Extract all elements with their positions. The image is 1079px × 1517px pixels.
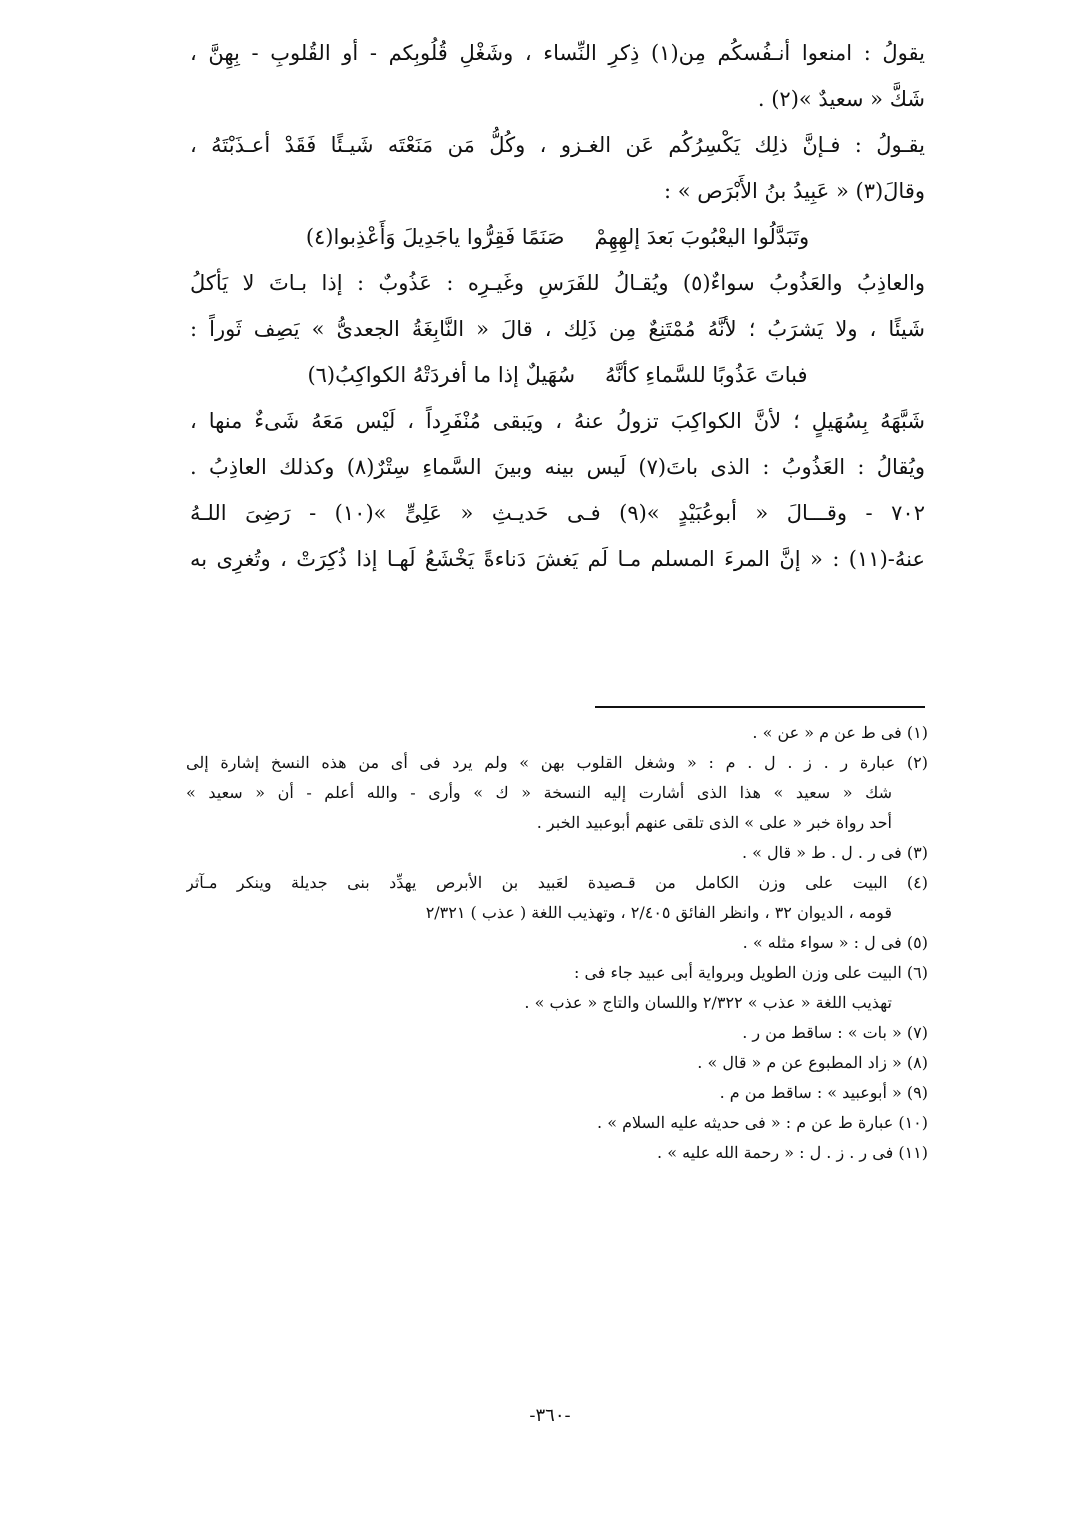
text-line: شَكَّ « سعيدٌ »(٢) . (757, 87, 925, 111)
footnote: (٤) البيت على وزن الكامل من قـصيدة لعَبيد بن الأبرص يهدِّد بنى جديلة وينكر مـآثر (186, 873, 928, 892)
footnote: (٥) فى ل : « سواء مثله » . (742, 933, 928, 952)
verse-second-hemistich: صَنَمًا فَقِرُّوا ياجَدِيلَ وَأَعْذِبوا(٤) (305, 225, 565, 249)
verse-first-hemistich: وتَبَدَّلُوا اليعْبُوبَ بَعدَ إلهِهِمْ (594, 225, 810, 249)
text-line: ويُقالُ : العَذُوبُ : الذى باتَ(٧) لَيس بينه وبينَ السَّماءِ سِتْرٌ(٨) وكذلك العاذِبُ . (190, 455, 925, 479)
footnote: (١) فى ط عن م « عن » . (752, 723, 928, 742)
footnote: (٣) فى ر . ل . ط « قال » . (741, 843, 928, 862)
footnote-continuation: قومه ، الديوان ٣٢ ، وانظر الفائق ٢/٤٠٥ ، وتهذيب اللغة ( عذب ) ٢/٣٢١ (425, 903, 892, 922)
text-line: يقولُ : امنعوا أنـفُسكُم مِن(١) ذِكرِ النِّساء ، وشَغْلِ قُلُوبِكم - أو القُلوبِ - بِهِنَّ ، (190, 41, 925, 65)
verse-line (190, 352, 925, 398)
text-line: ٧٠٢ - وقـــالَ « أبوعُبَيْدٍ »(٩) فـى حَديـثِ « عَلِىٍّ »(١٠) - رَضِىَ اللـهُ (190, 501, 925, 525)
text-line: عنهُ-(١١) : « إنَّ المرءَ المسلم مـا لَم يَغشَ دَناءةً يَخْشَعُ لَهـا إذا ذُكِرَتْ ، وتُغرِى به (190, 547, 925, 571)
text-line: شَيئًا ، ولا يَشرَبُ ؛ لأنَّهُ مُمْتَنِعٌ مِن ذَلِك ، قالَ « النَّابِغَةُ الجعدىُّ » يَصِف ثَوراً : (190, 317, 925, 341)
text-line: يقـولُ : فـإنَّ ذلِك يَكْسِرُكُم عَن الغـزو ، وكُلُّ مَن مَنَعْتَه شَيـئًا فَقَدْ أعـذَبْتَهُ ، (190, 133, 925, 157)
text-line: وقالَ(٣) « عَبِيدُ بنُ الأَبْرَص » : (663, 179, 925, 203)
footnote: (١٠) عبارة ط عن م : « فى حديثه عليه السلام » . (597, 1113, 928, 1132)
main-text (190, 30, 925, 582)
footnote: (٨) « زاد المطبوع عن م « قال » . (697, 1053, 928, 1072)
footnotes (186, 718, 928, 1168)
footnote-continuation: أحد رواة خبر « على » الذى تلقى عنهم أبوعبيد الخبر . (536, 813, 892, 832)
footnote-continuation: تهذيب اللغة « عذب » ٢/٣٢٢ واللسان والتاج « عذب » . (524, 993, 892, 1012)
verse-second-hemistich: سُهَيلٌ إذا ما أفردَتْهُ الكواكِبُ(٦) (307, 363, 576, 387)
footnote: (٦) البيت على وزن الطويل وبرواية أبى عبيد جاء فى : (573, 963, 928, 982)
footnote-divider (595, 706, 925, 708)
page-number: -٣٦٠- (529, 1405, 571, 1426)
footnote: (٩) « أبوعبيد » : ساقط من م . (719, 1083, 928, 1102)
footnote-continuation: شك « سعيد » هذا الذى أشارت إليه النسخة « ك » وأرى - والله أعلم - أن « سعيد » (186, 783, 892, 802)
text-line: والعاذِبُ والعَذُوبُ سواءٌ(٥) ويُقـالُ للفَرَسِ وغَيـرِه : عَذُوبٌ : إذا بـاتَ لا يَأكلُ (190, 271, 925, 295)
footnote: (٢) عبارة ر . ز . ل . م : « وشغل القلوب بهن » ولم يرد فى أى من هذه النسخ إشارة إلى (186, 753, 928, 772)
verse-line (190, 214, 925, 260)
verse-first-hemistich: فباتَ عَذُوبًا للسَّماءِ كأنَّهُ (605, 363, 808, 387)
text-line: شَبَّهَهُ بِسُهَيلٍ ؛ لأنَّ الكواكِبَ تزولُ عنهُ ، ويَبقى مُنْفَرِداً ، لَيْس مَعَهُ شَىءٌ منها ، (190, 409, 925, 433)
footnote: (١١) فى ر . ز . ل : « رحمة الله عليه » . (657, 1143, 928, 1162)
footnote: (٧) « بات » : ساقط من ر . (742, 1023, 928, 1042)
